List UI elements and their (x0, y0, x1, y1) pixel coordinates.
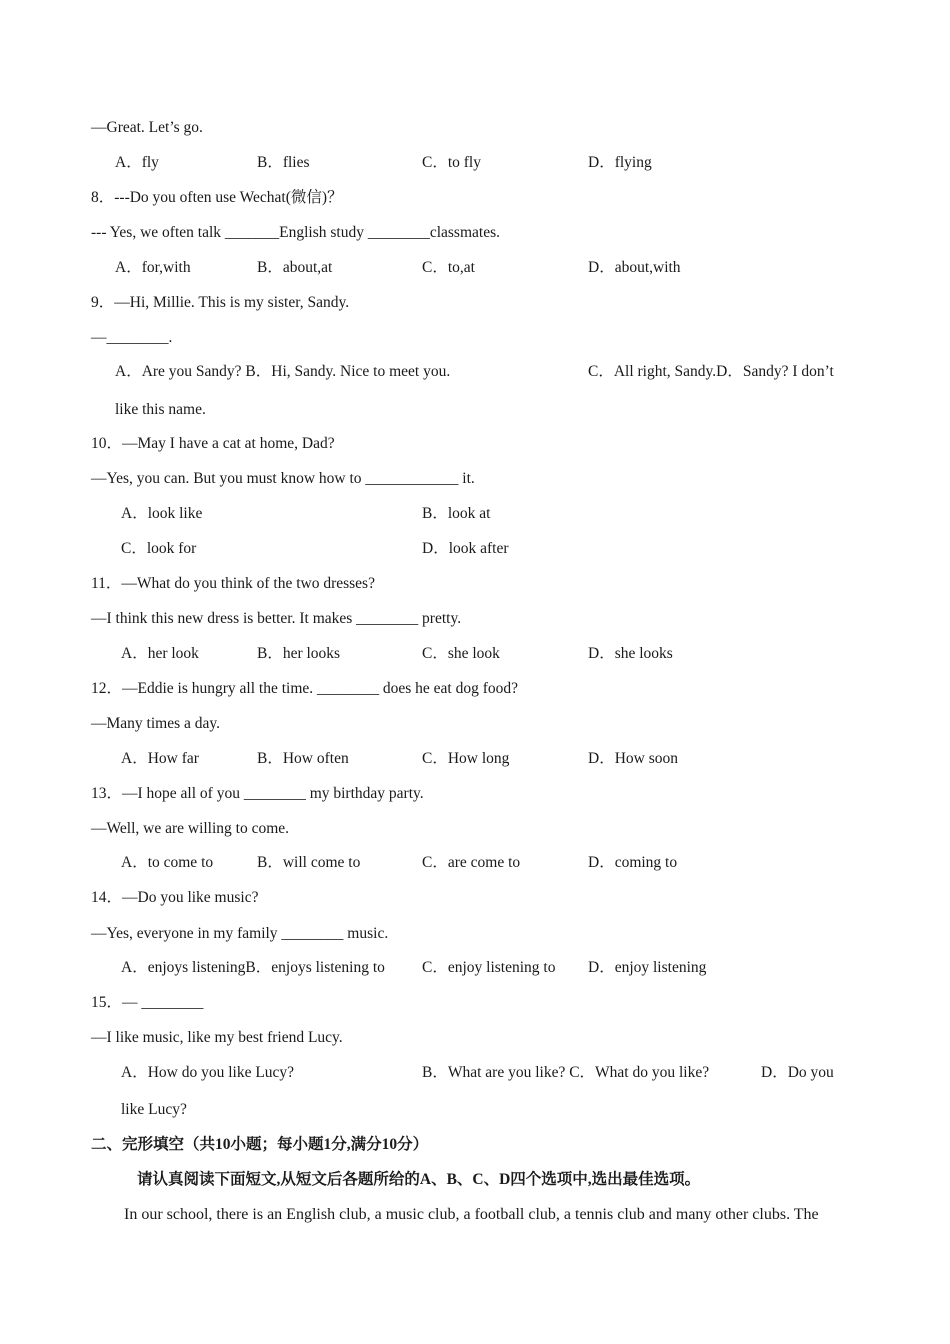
option-d: D．flying (588, 154, 652, 171)
option-c: C．to,at (422, 259, 475, 276)
option-a: A．fly (115, 154, 159, 171)
option-c: C．look for (121, 540, 197, 557)
option-c: C．enjoy listening to (422, 959, 556, 976)
option-a: A．How do you like Lucy? (121, 1064, 295, 1081)
option-d: D．about,with (588, 259, 681, 276)
text-line: like Lucy? (121, 1101, 187, 1118)
option-ab: A．Are you Sandy? B．Hi, Sandy. Nice to meet you. (115, 363, 451, 380)
option-a: A．How far (121, 750, 199, 767)
text-line: --- Yes, we often talk _______English study ________classmates. (91, 224, 500, 241)
text-line: —I like music, like my best friend Lucy. (91, 1029, 343, 1046)
option-b: B．her looks (257, 645, 341, 662)
option-c: C．she look (422, 645, 500, 662)
option-d: D．Do you (761, 1064, 834, 1081)
option-c: C．are come to (422, 854, 521, 871)
option-a: A．to come to (121, 854, 214, 871)
option-b: B．will come to (257, 854, 361, 871)
question-10: 10．—May I have a cat at home, Dad? (91, 435, 335, 452)
option-d: D．she looks (588, 645, 673, 662)
question-15: 15．— ________ (91, 994, 204, 1011)
option-bc: B．What are you like? C．What do you like? (422, 1064, 710, 1081)
text-line: —I think this new dress is better. It makes ________ pretty. (91, 610, 462, 627)
option-d: D．coming to (588, 854, 678, 871)
option-a: A．for,with (115, 259, 191, 276)
option-cd: C．All right, Sandy.D．Sandy? I don’t (588, 363, 834, 380)
option-a: A．her look (121, 645, 199, 662)
option-c: C．to fly (422, 154, 481, 171)
question-12: 12．—Eddie is hungry all the time. ________ does he eat dog food? (91, 680, 519, 697)
text-line: —Great. Let’s go. (91, 119, 203, 136)
question-9: 9．—Hi, Millie. This is my sister, Sandy. (91, 294, 350, 311)
text-line: like this name. (115, 401, 206, 418)
option-c: C．How long (422, 750, 510, 767)
text-line: —Many times a day. (91, 715, 220, 732)
option-ab: A．enjoys listeningB．enjoys listening to (121, 959, 385, 976)
option-d: D．enjoy listening (588, 959, 707, 976)
option-b: B．How often (257, 750, 349, 767)
option-b: B．flies (257, 154, 310, 171)
option-d: D．How soon (588, 750, 678, 767)
text-line: —________. (91, 329, 173, 346)
question-8: 8．---Do you often use Wechat(微信)？ (91, 189, 343, 206)
text-line: —Well, we are willing to come. (91, 820, 290, 837)
passage-text: In our school, there is an English club, a music club, a football club, a tennis club and many other clubs. The (124, 1206, 819, 1223)
section-instruction: 请认真阅读下面短文,从短文后各题所给的A、B、C、D四个选项中,选出最佳选项。 (137, 1171, 701, 1188)
option-b: B．about,at (257, 259, 333, 276)
question-14: 14．—Do you like music? (91, 889, 259, 906)
option-d: D．look after (422, 540, 509, 557)
question-11: 11．—What do you think of the two dresses? (91, 575, 375, 592)
option-b: B．look at (422, 505, 491, 522)
text-line: —Yes, everyone in my family ________ music. (91, 925, 389, 942)
question-13: 13．—I hope all of you ________ my birthday party. (91, 785, 424, 802)
text-line: —Yes, you can. But you must know how to ____________ it. (91, 470, 475, 487)
option-a: A．look like (121, 505, 203, 522)
section-heading: 二、完形填空（共10小题；每小题1分,满分10分） (91, 1136, 429, 1153)
